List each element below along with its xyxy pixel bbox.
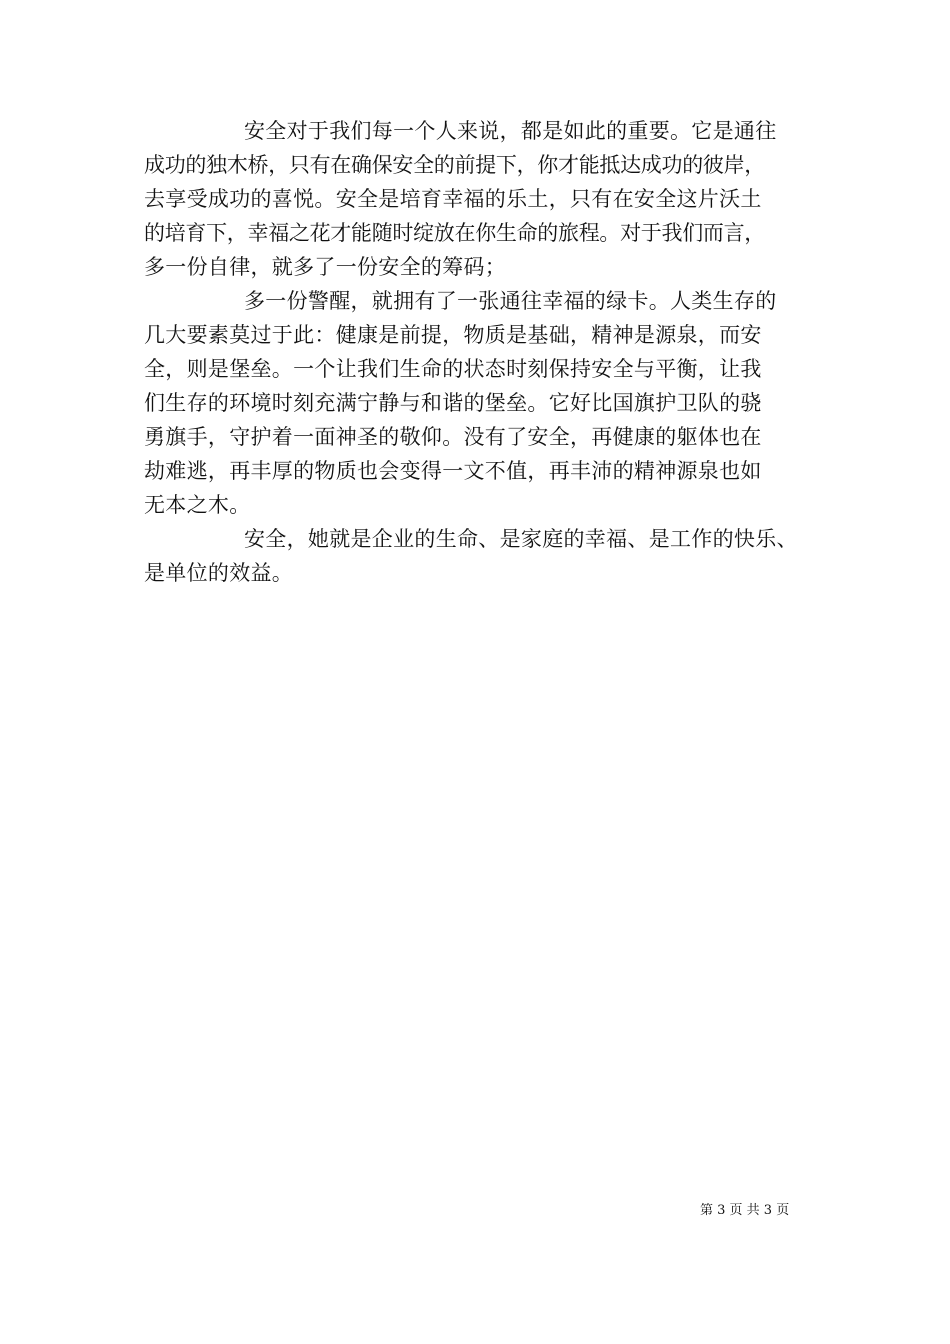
paragraph-2-line-1: 多一份警醒，就拥有了一张通往幸福的绿卡。人类生存的	[244, 289, 777, 313]
paragraph-2-line-2: 几大要素莫过于此：健康是前提，物质是基础，精神是源泉，而安	[144, 323, 762, 347]
paragraph-1-line-2: 成功的独木桥，只有在确保安全的前提下，你才能抵达成功的彼岸，	[144, 153, 765, 177]
paragraph-2-line-3: 全，则是堡垒。一个让我们生命的状态时刻保持安全与平衡，让我	[144, 357, 762, 381]
paragraph-2-line-7: 无本之木。	[144, 493, 251, 517]
paragraph-3-line-1: 安全，她就是企业的生命、是家庭的幸福、是工作的快乐、	[244, 527, 798, 551]
document-body	[144, 114, 824, 590]
paragraph-1-line-1: 安全对于我们每一个人来说，都是如此的重要。它是通往	[244, 119, 777, 143]
paragraph-1-line-4: 的培育下，幸福之花才能随时绽放在你生命的旅程。对于我们而言，	[144, 221, 765, 245]
paragraph-2-line-5: 勇旗手，守护着一面神圣的敬仰。没有了安全，再健康的躯体也在	[144, 425, 762, 449]
paragraph-1-line-5: 多一份自律，就多了一份安全的筹码；	[144, 255, 507, 279]
paragraph-2-line-6: 劫难逃，再丰厚的物质也会变得一文不值，再丰沛的精神源泉也如	[144, 459, 762, 483]
paragraph-3-line-2: 是单位的效益。	[144, 561, 294, 585]
page-number-footer: 第 3 页 共 3 页	[700, 1203, 790, 1218]
paragraph-1-line-3: 去享受成功的喜悦。安全是培育幸福的乐土，只有在安全这片沃土	[144, 187, 762, 211]
paragraph-2-line-4: 们生存的环境时刻充满宁静与和谐的堡垒。它好比国旗护卫队的骁	[144, 391, 762, 415]
